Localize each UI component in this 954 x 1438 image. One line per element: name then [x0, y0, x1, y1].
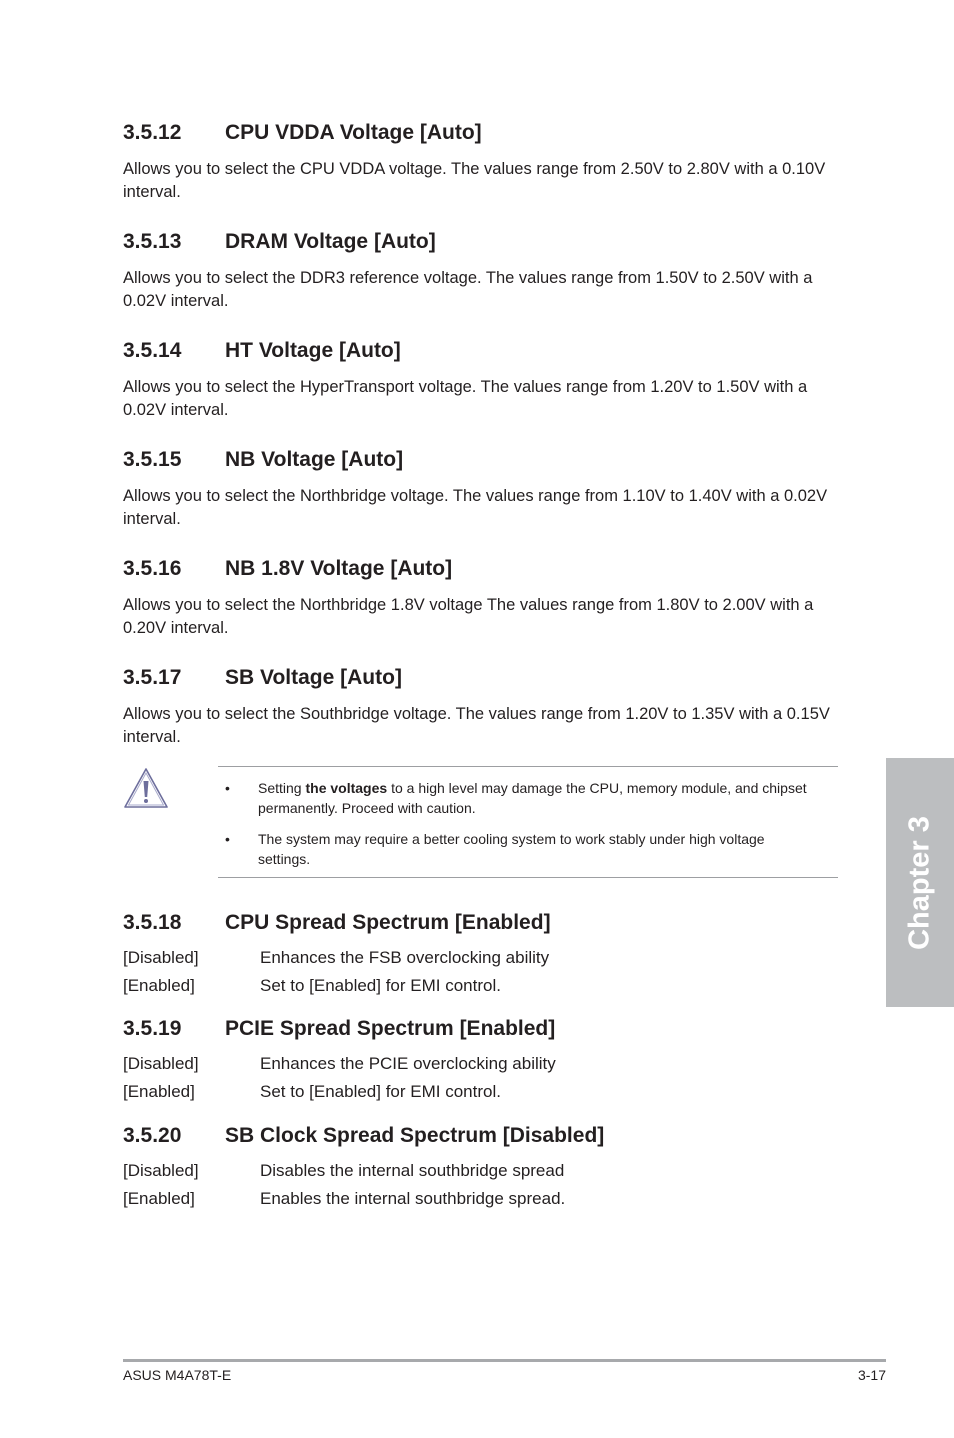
section-title: HT Voltage [Auto] — [225, 339, 401, 362]
option-list — [123, 1157, 838, 1213]
section-title: SB Voltage [Auto] — [225, 666, 402, 689]
section-description: Allows you to select the DDR3 reference voltage. The values range from 1.50V to 2.50V with a 0.02V interval. — [123, 269, 813, 310]
section-title: SB Clock Spread Spectrum [Disabled] — [225, 1124, 605, 1147]
section-title: NB 1.8V Voltage [Auto] — [225, 557, 453, 580]
footer-page-number: 3-17 — [857, 1367, 886, 1383]
option-list — [123, 944, 838, 1000]
section-number: 3.5.18 — [123, 911, 182, 934]
bullet-dot: • — [225, 831, 230, 847]
section-description: Allows you to select the HyperTransport voltage. The values range from 1.20V to 1.50V with a 0.02V interval. — [123, 378, 808, 419]
section-heading — [123, 338, 838, 364]
section-description: Allows you to select the Northbridge 1.8V voltage The values range from 1.80V to 2.00V with a 0.20V interval. — [123, 596, 814, 637]
section-number: 3.5.12 — [123, 121, 182, 144]
section-heading — [123, 910, 838, 936]
section-heading — [123, 229, 838, 255]
section-title: NB Voltage [Auto] — [225, 448, 404, 471]
section-description: Allows you to select the Northbridge voltage. The values range from 1.10V to 1.40V with a 0.02V interval. — [123, 487, 828, 528]
option-row — [123, 1185, 838, 1213]
option-desc: Enhances the PCIE overclocking ability — [260, 1054, 556, 1073]
section-heading — [123, 447, 838, 473]
section-cpu-vdda-voltage — [123, 120, 838, 204]
option-row — [123, 972, 838, 1000]
caution-bullet — [218, 829, 838, 869]
caution-text — [258, 778, 813, 818]
option-desc: Enhances the FSB overclocking ability — [260, 948, 550, 967]
option-row — [123, 1050, 838, 1078]
section-title: PCIE Spread Spectrum [Enabled] — [225, 1017, 556, 1040]
section-dram-voltage — [123, 229, 838, 313]
option-desc: Disables the internal southbridge spread — [260, 1161, 565, 1180]
caution-text: The system may require a better cooling system to work stably under high voltage settings. — [258, 831, 765, 867]
section-number: 3.5.17 — [123, 666, 182, 689]
option-list — [123, 1050, 838, 1106]
section-title: CPU Spread Spectrum [Enabled] — [225, 911, 551, 934]
section-number: 3.5.20 — [123, 1124, 182, 1147]
section-cpu-spread-spectrum — [123, 910, 838, 1000]
section-nb-1-8v-voltage — [123, 556, 838, 640]
section-title: DRAM Voltage [Auto] — [225, 230, 436, 253]
section-number: 3.5.13 — [123, 230, 182, 253]
section-number: 3.5.16 — [123, 557, 182, 580]
section-number: 3.5.14 — [123, 339, 182, 362]
option-key: [Enabled] — [123, 1189, 195, 1208]
option-desc: Set to [Enabled] for EMI control. — [260, 1082, 501, 1101]
caution-text-pre: Setting — [258, 780, 306, 796]
option-row — [123, 1078, 838, 1106]
caution-text-bold: the voltages — [305, 780, 388, 796]
section-description: Allows you to select the Southbridge voltage. The values range from 1.20V to 1.35V with a 0.15V interval. — [123, 705, 830, 746]
bullet-dot: • — [225, 780, 230, 796]
section-sb-clock-spread-spectrum — [123, 1123, 838, 1213]
section-title: CPU VDDA Voltage [Auto] — [225, 121, 482, 144]
caution-note — [123, 766, 838, 878]
option-key: [Disabled] — [123, 1054, 199, 1073]
section-sb-voltage — [123, 665, 838, 749]
section-heading — [123, 1016, 838, 1042]
option-key: [Disabled] — [123, 948, 199, 967]
section-number: 3.5.19 — [123, 1017, 182, 1040]
caution-text-post: to a high level may damage the CPU, memory module, and chipset permanently. Proceed with caution. — [258, 780, 807, 816]
option-row — [123, 1157, 838, 1185]
footer-divider — [123, 1359, 886, 1362]
section-heading — [123, 120, 838, 146]
option-key: [Enabled] — [123, 1082, 195, 1101]
section-ht-voltage — [123, 338, 838, 422]
option-key: [Disabled] — [123, 1161, 199, 1180]
section-heading — [123, 665, 838, 691]
chapter-tab-label: Chapter 3 — [903, 815, 936, 950]
chapter-tab — [886, 758, 954, 1007]
option-desc: Set to [Enabled] for EMI control. — [260, 976, 501, 995]
section-heading — [123, 556, 838, 582]
section-description: Allows you to select the CPU VDDA voltage. The values range from 2.50V to 2.80V with a 0.10V interval. — [123, 160, 826, 201]
caution-bullet — [218, 778, 838, 818]
option-desc: Enables the internal southbridge spread. — [260, 1189, 566, 1208]
caution-box — [218, 766, 838, 878]
warning-triangle-icon — [123, 766, 169, 810]
option-key: [Enabled] — [123, 976, 195, 995]
section-heading — [123, 1123, 838, 1149]
section-nb-voltage — [123, 447, 838, 531]
section-number: 3.5.15 — [123, 448, 182, 471]
section-pcie-spread-spectrum — [123, 1016, 838, 1106]
footer-product-name: ASUS M4A78T-E — [123, 1367, 232, 1383]
option-row — [123, 944, 838, 972]
